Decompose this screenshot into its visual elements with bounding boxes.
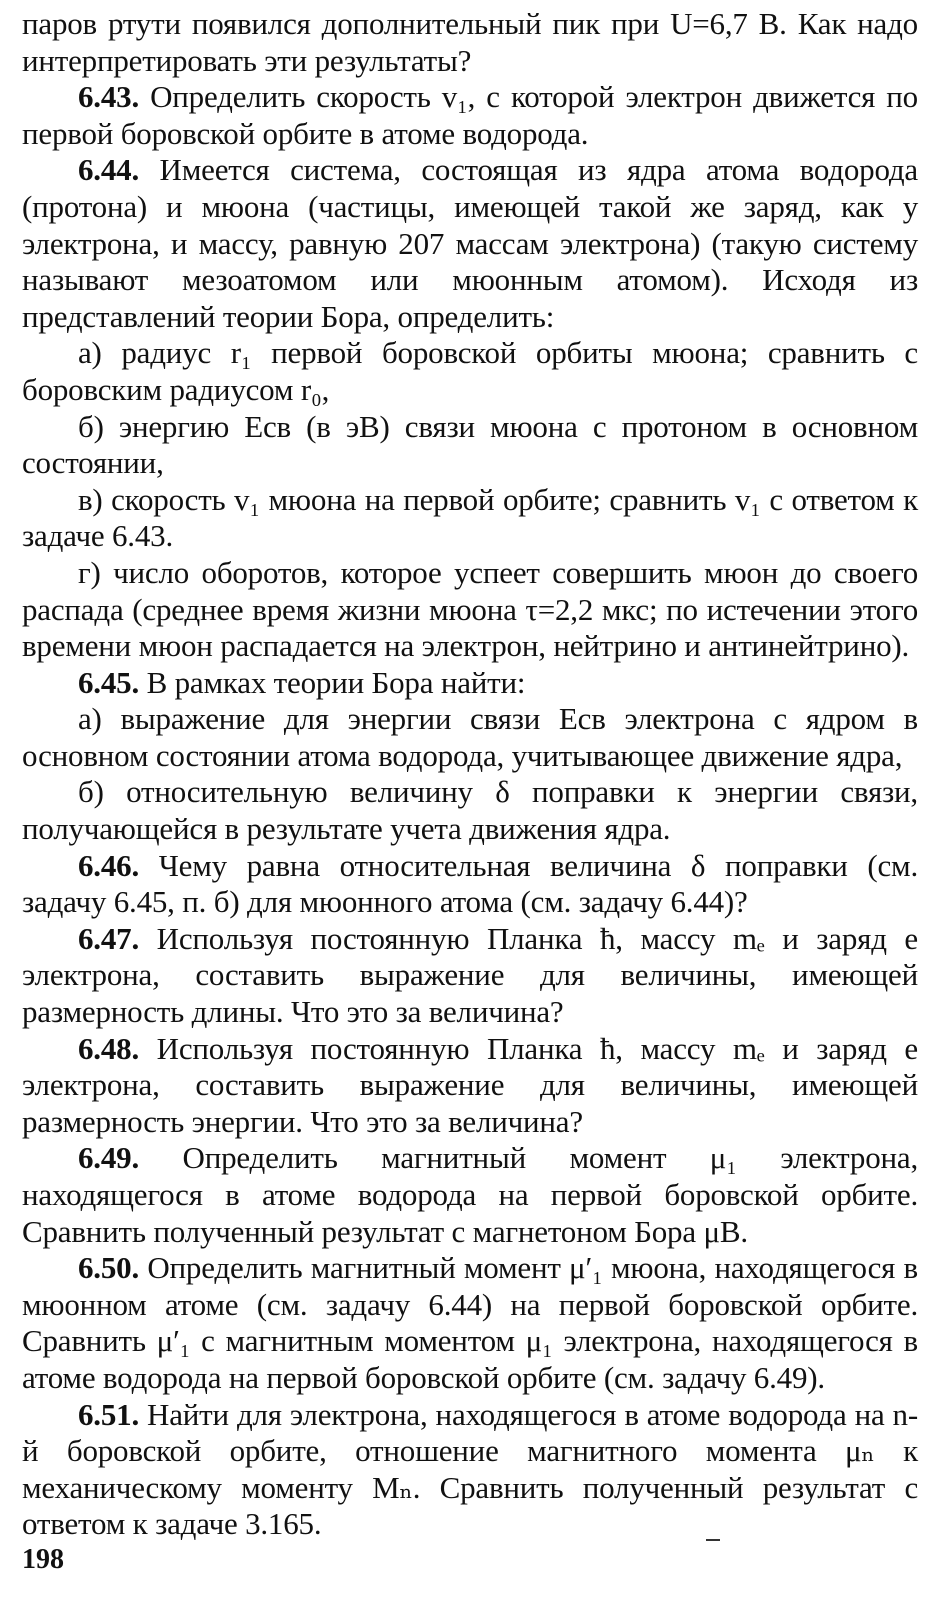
paragraph bbox=[22, 6, 918, 79]
problem-6-44 bbox=[22, 152, 918, 335]
sub-item bbox=[22, 774, 918, 847]
paragraph-text: Найти для электрона, находящегося в атоме водорода на n-й боровской орбите, отношение магнитного момента μₙ к механическому моменту Mₙ. Сравнить полученный результат с ответом к задаче 3.165. bbox=[22, 1396, 918, 1542]
sub-item bbox=[22, 555, 918, 665]
problem-6-47 bbox=[22, 921, 918, 1031]
paragraph-text: Определить скорость v₁, с которой электрон движется по первой боровской орбите в атоме водорода. bbox=[22, 79, 918, 151]
problem-number: 6.50. bbox=[78, 1250, 140, 1286]
sub-item bbox=[22, 335, 918, 408]
problem-6-48 bbox=[22, 1031, 918, 1141]
paragraph-text: Имеется система, состоящая из ядра атома водорода (протона) и мюона (частицы, имеющей такой же заряд, как у электрона, и массу, равную 207 массам электрона) (такую систему называют мезоатомом или мюонным атомом). Исходя из представлений теории Бора, определить: bbox=[22, 152, 918, 334]
problem-6-46 bbox=[22, 848, 918, 921]
paragraph-text: а) радиус r₁ первой боровской орбиты мюона; сравнить с боровским радиусом r₀, bbox=[22, 335, 918, 407]
paragraph-text: Используя постоянную Планка ħ, массу mₑ и заряд e электрона, составить выражение для величины, имеющей размерность энергии. Что это за величина? bbox=[22, 1030, 918, 1139]
paragraph-text: а) выражение для энергии связи Eсв электрона с ядром в основном состоянии атома водорода, учитывающее движение ядра, bbox=[22, 701, 918, 773]
paragraph-text: в) скорость v₁ мюона на первой орбите; сравнить v₁ с ответом к задаче 6.43. bbox=[22, 481, 918, 554]
paragraph-text: В рамках теории Бора найти: bbox=[146, 664, 526, 700]
problem-number: 6.51. bbox=[78, 1396, 140, 1432]
paragraph-text: б) относительную величину δ поправки к энергии связи, получающейся в результате учета движения ядра. bbox=[22, 774, 918, 847]
page-number: 198 bbox=[22, 1544, 64, 1575]
problem-6-49 bbox=[22, 1140, 918, 1250]
problem-number: 6.43. bbox=[78, 79, 140, 115]
paragraph-text: Определить магнитный момент μ₁ электрона, находящегося в атоме водорода на первой боровской орбите. Сравнить полученный результат с магнетоном Бора μB. bbox=[22, 1140, 918, 1249]
paragraph-text: б) энергию Eсв (в эВ) связи мюона с протоном в основном состоянии, bbox=[22, 408, 918, 481]
problems-text bbox=[22, 6, 918, 1543]
paragraph-text: Определить магнитный момент μ′₁ мюона, находящегося в мюонном атоме (см. задачу 6.44) на первой боровской орбите. Сравнить μ′₁ с магнитным моментом μ₁ электрона, находящегося в атоме водорода на первой боровской орбите (см. задачу 6.49). bbox=[22, 1250, 918, 1395]
problem-number: 6.48. bbox=[78, 1030, 140, 1066]
problem-6-51 bbox=[22, 1397, 918, 1543]
problem-number: 6.44. bbox=[78, 152, 140, 188]
problem-6-43 bbox=[22, 79, 918, 152]
problem-number: 6.49. bbox=[78, 1140, 140, 1176]
sub-item bbox=[22, 701, 918, 774]
print-mark bbox=[706, 1539, 720, 1541]
problem-6-50 bbox=[22, 1250, 918, 1396]
problem-number: 6.47. bbox=[78, 920, 140, 956]
sub-item bbox=[22, 409, 918, 482]
problem-number: 6.45. bbox=[78, 664, 140, 700]
paragraph-text: г) число оборотов, которое успеет совершить мюон до своего распада (среднее время жизни мюона τ=2,2 мкс; по истечении этого времени мюон распадается на электрон, нейтрино и антинейтрино). bbox=[22, 554, 918, 664]
sub-item bbox=[22, 482, 918, 555]
paragraph-text: Используя постоянную Планка ħ, массу mₑ и заряд e электрона, составить выражение для величины, имеющей размерность длины. Что это за величина? bbox=[22, 920, 918, 1030]
problem-number: 6.46. bbox=[78, 847, 140, 883]
paragraph-text: паров ртути появился дополнительный пик при U=6,7 В. Как надо интерпретировать эти результаты? bbox=[22, 6, 918, 78]
paragraph-text: Чему равна относительная величина δ поправки (см. задачу 6.45, п. б) для мюонного атома (см. задачу 6.44)? bbox=[22, 847, 918, 920]
problem-6-45 bbox=[22, 665, 918, 702]
